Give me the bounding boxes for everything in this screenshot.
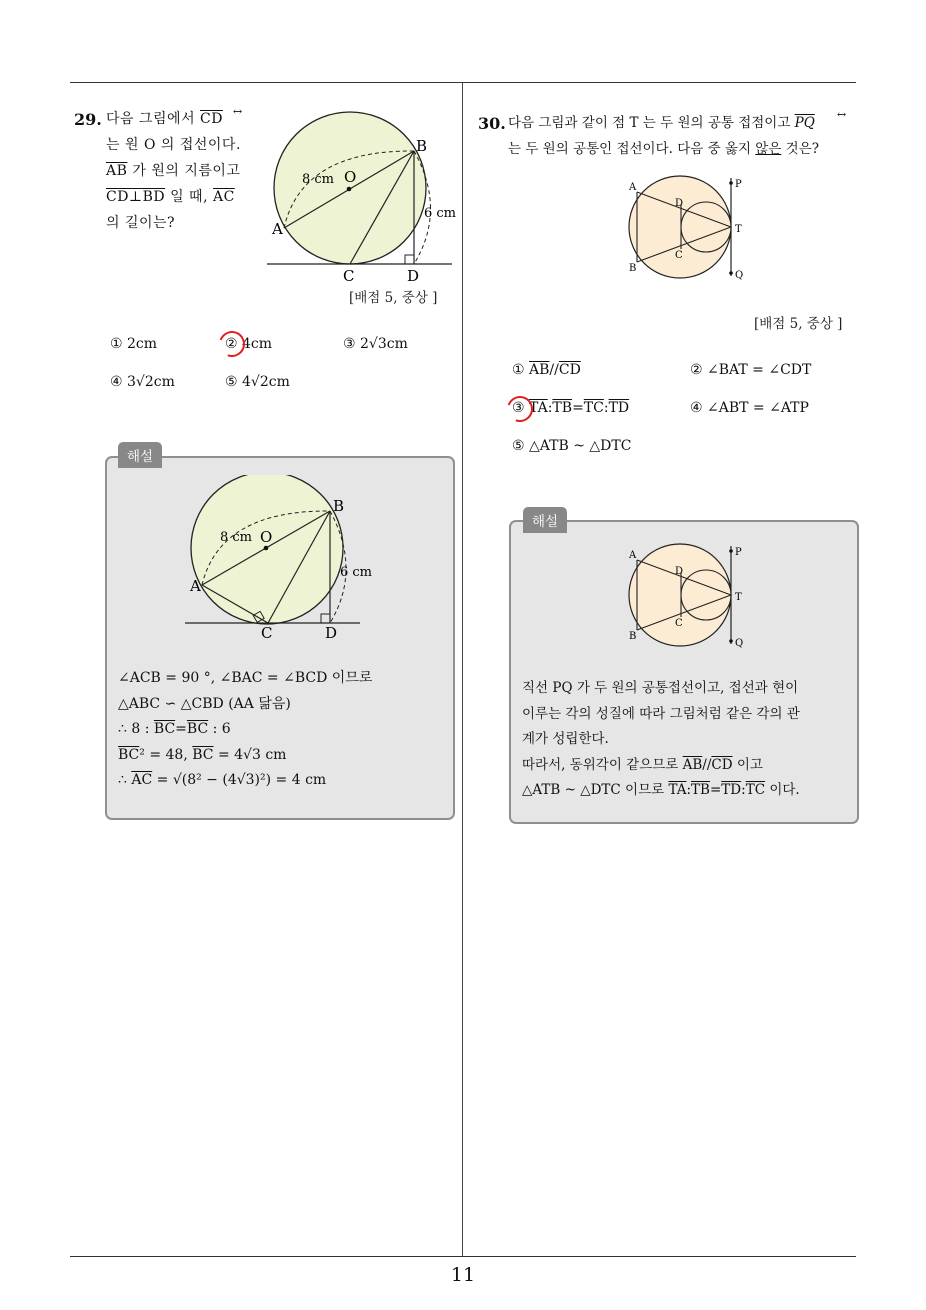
q30-point-P — [729, 181, 733, 185]
q29-solution-tag: 해설 — [118, 442, 162, 468]
sol30-point-P — [729, 549, 733, 553]
q29-label-B: B — [416, 137, 428, 155]
q30-figure — [620, 172, 750, 282]
sol29-label-C: C — [261, 624, 273, 642]
sol30-label-Q: Q — [735, 638, 744, 649]
q29-choice-4[interactable]: ④ 3√2cm — [110, 374, 175, 390]
q29-label-D: D — [407, 267, 420, 285]
q30-score: [배점 5, 중상 ] — [754, 316, 843, 332]
page-number: 11 — [450, 1264, 476, 1286]
sol29-center-dot — [264, 546, 269, 551]
q30-choice-1[interactable]: ① $\overline{AB}//\overline{CD}$ — [512, 362, 581, 378]
q30-label-C: C — [675, 250, 683, 261]
q29-choice-3[interactable]: ③ 2√3cm — [343, 336, 408, 352]
q30-label-D: D — [675, 198, 684, 209]
sol29-label-A: A — [190, 577, 201, 595]
q30-number: 30. — [478, 114, 506, 133]
q30-point-Q — [729, 271, 733, 275]
q30-choice-4[interactable]: ④ ∠ABT = ∠ATP — [690, 400, 809, 416]
q29-label-8cm: 8 cm — [302, 172, 335, 187]
q30-choice-5[interactable]: ⑤ △ATB ~ △DTC — [512, 438, 632, 454]
q29-number: 29. — [74, 110, 102, 129]
q30-label-Q: Q — [735, 270, 744, 281]
q30-label-T: T — [735, 224, 742, 235]
q29-answer-mark — [215, 327, 250, 362]
q30-solution-figure — [620, 540, 750, 650]
q29-figure — [262, 110, 462, 290]
q30-choice-3[interactable]: ③ $\overline{TA}:\overline{TB}=\overline{TC}:\overline{TD}$ — [512, 400, 630, 416]
sol29-label-B: B — [333, 497, 345, 515]
sol30-label-A: A — [629, 550, 637, 561]
top-rule — [70, 82, 856, 83]
sol30-label-T: T — [735, 592, 742, 603]
sol30-label-P: P — [735, 547, 742, 558]
sol29-label-6cm: 6 cm — [340, 565, 373, 580]
sol29-right-angle-D — [321, 614, 330, 623]
q29-question: 다음 그림에서 $\overline{CD}$ ↔ 는 원 O 의 접선이다. $\overline{AB}$ 가 원의 지름이고 CD⊥BD 일 때, $\overline{AC}$ 의 길이는? — [106, 106, 256, 236]
q30-label-B: B — [629, 263, 637, 274]
q29-center-dot — [347, 187, 352, 192]
sol29-label-D: D — [325, 624, 338, 642]
sol30-label-B: B — [629, 631, 637, 642]
q29-solution-text: ∠ACB = 90 °, ∠BAC = ∠BCD 이므로 △ABC ∽ △CBD (AA 닮음) ∴ 8 : $\overline{BC}=\overline{BC}$ : 6 $\overline{BC}^2 = 48$, $\overline{BC} = 4√3$ cm ∴ $\overline{AC} = √(8^2 - (4√3)^2) = 4$ cm — [118, 670, 373, 788]
sol30-label-D: D — [675, 566, 684, 577]
q29-solution-figure — [180, 475, 380, 645]
q30-solution-text: 직선 PQ 가 두 원의 공통접선이고, 접선과 현이 이루는 각의 성질에 따라 그림처럼 같은 각의 관 계가 성립한다. 따라서, 동위각이 같으므로 $\overline{AB}//\overline{CD}$ 이고 △ATB ~ △DTC 이므로 $\overline{TA}:\overline{TB}=\overline{TD}:\overline{TC}$ 이다. — [522, 680, 800, 798]
q29-choice-5[interactable]: ⑤ 4√2cm — [225, 374, 290, 390]
sol30-small-circle — [681, 570, 731, 620]
q30-answer-mark — [503, 392, 538, 427]
q29-choice-1[interactable]: ① 2cm — [110, 336, 158, 352]
sol29-label-8cm: 8 cm — [220, 530, 253, 545]
segment-CD-line: $\overline{CD}$ — [200, 111, 223, 127]
q30-small-circle — [681, 202, 731, 252]
q29-label-A: A — [272, 220, 283, 238]
q30-label-A: A — [629, 182, 637, 193]
q30-label-P: P — [735, 179, 742, 190]
column-divider — [462, 83, 463, 1256]
q30-solution-tag: 해설 — [523, 507, 567, 533]
line-arrow-icon: ↔ — [837, 108, 847, 121]
sol30-point-Q — [729, 639, 733, 643]
q29-choice-2[interactable]: ② 4cm — [225, 336, 273, 352]
q30-question: 다음 그림과 같이 점 T 는 두 원의 공통 접점이고 $\overline{PQ}$ ↔ 는 두 원의 공통인 접선이다. 다음 중 옳지 않은 것은? — [508, 110, 868, 162]
q29-right-angle — [405, 255, 414, 264]
sol29-label-O: O — [260, 528, 273, 546]
q29-label-6cm: 6 cm — [424, 206, 457, 221]
bottom-rule — [70, 1256, 856, 1257]
q29-label-O: O — [344, 168, 357, 186]
q30-choice-2[interactable]: ② ∠BAT = ∠CDT — [690, 362, 812, 378]
sol30-label-C: C — [675, 618, 683, 629]
q29-score: [배점 5, 중상 ] — [349, 290, 438, 306]
line-arrow-icon: ↔ — [233, 105, 243, 118]
q29-label-C: C — [343, 267, 355, 285]
